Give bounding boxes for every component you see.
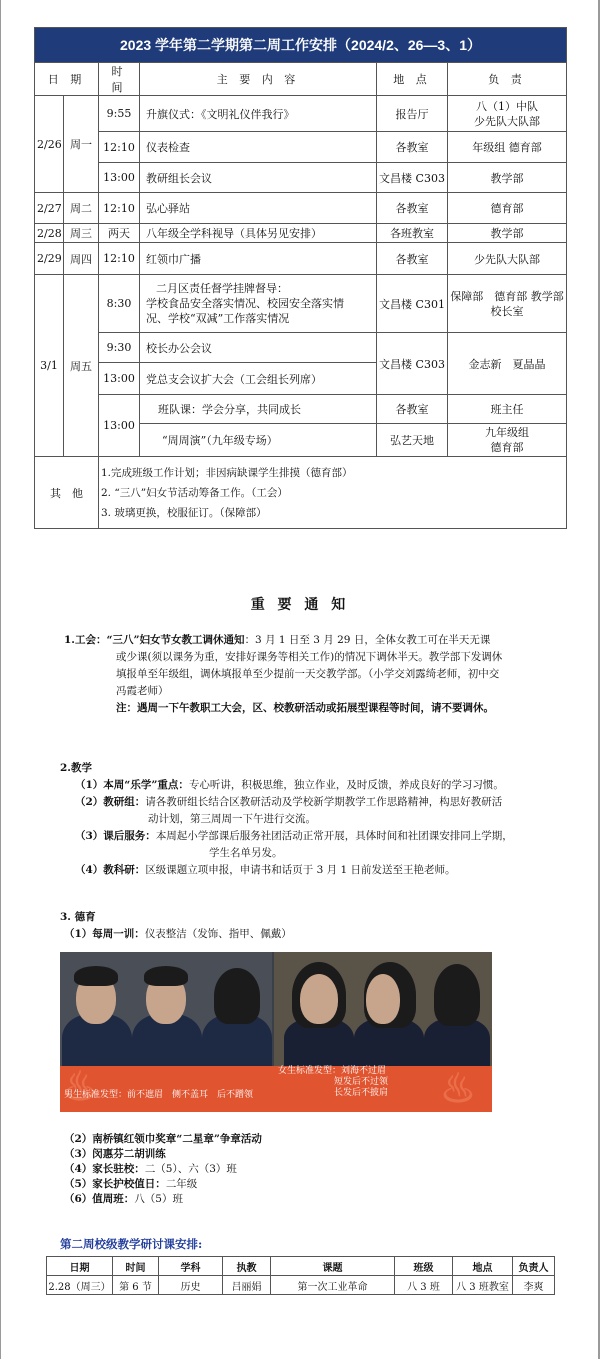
lesson-header: 日期 [47, 1257, 113, 1276]
header-date: 日 期 [35, 63, 99, 96]
header-time: 时 间 [99, 63, 140, 96]
lesson-header: 地点 [453, 1257, 513, 1276]
lesson-cell: 八 3 班 [395, 1276, 453, 1295]
union-notice [64, 632, 544, 717]
content-cell: 红领巾广播 [140, 243, 377, 275]
hairstyle-photo [60, 952, 492, 1112]
time-cell: 13:00 [99, 363, 140, 395]
date-cell: 3/1 [35, 275, 64, 457]
moral-item-text: 二年级 [165, 1178, 198, 1190]
lesson-cell: 2.28（周三） [47, 1276, 113, 1295]
moral-item-label: （6）值周班： [64, 1193, 135, 1205]
content-cell: 校长办公会议 [140, 333, 377, 363]
responsible-line: 九年级组 [485, 426, 529, 439]
moral-item: （2）南桥镇红领巾奖章“二星章”争章活动 [64, 1133, 262, 1145]
moral-item: （3）闵惠芬二胡训练 [64, 1148, 166, 1160]
union-text: ：3 月 1 日至 3 月 29 日，全体女教工可在半天无课 [244, 634, 491, 646]
time-cell: 两天 [99, 224, 140, 243]
responsible-line: 保障部 德育部 教学部 [450, 289, 564, 303]
responsible-cell: 德育部 [448, 193, 567, 224]
teaching-item-label: （1）本周“乐学”重点： [75, 779, 189, 791]
boy-caption: 男生标准发型：前不遮眉 侧不盖耳 后不蹭领 [64, 1089, 254, 1099]
teaching-item-text: 本周起小学部课后服务社团活动正常开展，具体时间和社团课安排同上学期， [155, 830, 513, 842]
date-cell: 2/26 [35, 96, 64, 193]
teaching-item-label: （3）课后服务： [75, 830, 156, 842]
moral-item-text: 二（5）、六（3）班 [144, 1163, 237, 1175]
union-line: 冯霞老师） [116, 685, 169, 697]
content-line: 况、学校“双减”工作落实情况 [146, 312, 290, 325]
date-cell: 2/27 [35, 193, 64, 224]
header-place: 地 点 [377, 63, 448, 96]
responsible-cell [448, 96, 567, 132]
moral-item-text: 八（5）班 [134, 1193, 183, 1205]
lesson-header: 课题 [271, 1257, 395, 1276]
responsible-cell: 金志新 夏晶晶 [448, 333, 567, 395]
moral-list [60, 1132, 550, 1207]
girl-hairstyle-panel [274, 952, 492, 1066]
boy-hairstyle-panel [60, 952, 272, 1066]
responsible-line: 八（1）中队 [476, 99, 538, 113]
union-line: 填报单至年级组，调休填报单至少提前一天交教学部。（小学交刘露绮老师，初中交 [116, 668, 500, 680]
schedule-title: 2023 学年第二学期第二周工作安排（2024/2、26—3、1） [35, 28, 567, 63]
content-cell [140, 275, 377, 333]
others-item: 2. “三八”妇女节活动筹备工作。（工会） [101, 486, 288, 499]
place-cell: 弘艺天地 [377, 424, 448, 457]
lesson-cell: 八 3 班教室 [453, 1276, 513, 1295]
lesson-cell: 吕丽娟 [223, 1276, 271, 1295]
lesson-table [46, 1256, 555, 1295]
girl-caption-line: 女生标准发型：刘海不过眉 [278, 1065, 387, 1075]
others-item: 1.完成班级工作计划；非因病缺课学生排摸（德育部） [101, 466, 353, 479]
moral-item-label: （5）家长护校值日： [64, 1178, 166, 1190]
others-cell [99, 457, 567, 529]
place-cell: 各教室 [377, 243, 448, 275]
time-cell: 12:10 [99, 243, 140, 275]
time-cell: 12:10 [99, 132, 140, 163]
weekday-cell: 周一 [64, 96, 99, 193]
place-cell: 各教室 [377, 193, 448, 224]
time-cell: 13:00 [99, 395, 140, 457]
content-cell: “周周演”（九年级专场） [140, 424, 377, 457]
weekday-cell: 周五 [64, 275, 99, 457]
moral-item-text: 仪表整洁（发饰、指甲、佩戴） [144, 928, 292, 940]
header-content: 主 要 内 容 [140, 63, 377, 96]
teaching-item-text: 请各教研组长结合区教研活动及学校新学期教学工作思路精神，构思好教研活 [145, 796, 503, 808]
responsible-cell: 班主任 [448, 395, 567, 424]
lesson-header: 负责人 [513, 1257, 555, 1276]
teaching-item-text: 动计划，第三周周一下午进行交流。 [148, 813, 316, 825]
content-line: 二月区责任督学挂牌督导： [156, 282, 288, 295]
lesson-header: 班级 [395, 1257, 453, 1276]
notice-title: 重 要 通 知 [250, 597, 350, 613]
others-item: 3. 玻璃更换，校服征订。（保障部） [101, 506, 267, 519]
teaching-item-label: （4）教科研： [75, 864, 146, 876]
weekday-cell: 周四 [64, 243, 99, 275]
weekly-schedule-table [34, 27, 567, 529]
place-cell: 文昌楼 C303 [377, 333, 448, 395]
responsible-cell: 教学部 [448, 224, 567, 243]
responsible-cell: 少先队大队部 [448, 243, 567, 275]
lesson-header: 学科 [159, 1257, 223, 1276]
content-line: 学校食品安全落实情况、校园安全落实情 [146, 297, 344, 310]
union-note: 注：遇周一下午教职工大会，区、校教研活动或拓展型课程等时间，请不要调休。 [116, 702, 494, 714]
content-cell: 班队课：学会分享，共同成长 [140, 395, 377, 424]
content-cell: 升旗仪式：《文明礼仪伴我行》 [140, 96, 377, 132]
date-cell: 2/28 [35, 224, 64, 243]
time-cell: 9:55 [99, 96, 140, 132]
place-cell: 各教室 [377, 132, 448, 163]
responsible-line: 校长室 [490, 304, 524, 318]
responsible-line: 少先队大队部 [474, 114, 540, 128]
union-bold: “三八”妇女节女教工调休通知 [106, 634, 245, 646]
teaching-item-text: 区级课题立项申报，申请书和话页于 3 月 1 日前发送至王艳老师。 [145, 864, 456, 876]
moral-notice [60, 909, 550, 943]
lesson-cell: 第 6 节 [113, 1276, 159, 1295]
place-cell: 各教室 [377, 395, 448, 424]
lesson-schedule-title: 第二周校级教学研讨课安排: [60, 1237, 203, 1251]
responsible-line: 德育部 [490, 441, 524, 454]
place-cell: 各班教室 [377, 224, 448, 243]
place-cell: 文昌楼 C303 [377, 163, 448, 193]
lesson-cell: 李爽 [513, 1276, 555, 1295]
responsible-cell [448, 424, 567, 457]
time-cell: 12:10 [99, 193, 140, 224]
teaching-heading: 2.教学 [60, 762, 92, 774]
page-left-border [0, 0, 1, 1359]
content-cell: 弘心驿站 [140, 193, 377, 224]
responsible-cell: 教学部 [448, 163, 567, 193]
union-heading: 1.工会： [64, 634, 107, 646]
time-cell: 13:00 [99, 163, 140, 193]
moral-item-label: （4）家长驻校： [64, 1163, 145, 1175]
lesson-cell: 历史 [159, 1276, 223, 1295]
girl-caption [278, 1065, 388, 1098]
time-cell: 8:30 [99, 275, 140, 333]
responsible-cell: 年级组 德育部 [448, 132, 567, 163]
place-cell: 报告厅 [377, 96, 448, 132]
others-label: 其 他 [35, 457, 99, 529]
decorative-glyph: ♨ [440, 1065, 476, 1112]
date-cell: 2/29 [35, 243, 64, 275]
lesson-header: 执教 [223, 1257, 271, 1276]
lesson-header: 时间 [113, 1257, 159, 1276]
girl-caption-line: 长发后不披肩 [334, 1087, 389, 1097]
content-cell: 仪表检查 [140, 132, 377, 163]
header-responsible: 负 责 [448, 63, 567, 96]
moral-item-label: （1）每周一训： [64, 928, 145, 940]
teaching-item-label: （2）教研组： [75, 796, 146, 808]
teaching-item-text: 学生名单另发。 [209, 847, 283, 859]
weekday-cell: 周二 [64, 193, 99, 224]
girl-caption-line: 短发后不过领 [334, 1076, 389, 1086]
teaching-item-text: 专心听讲，积极思维，独立作业，及时反馈，养成良好的学习习惯。 [188, 779, 504, 791]
moral-heading: 3. 德育 [60, 911, 96, 923]
responsible-cell [448, 275, 567, 333]
content-cell: 党总支会议扩大会（工会组长列席） [140, 363, 377, 395]
place-cell: 文昌楼 C301 [377, 275, 448, 333]
table-row [47, 1276, 555, 1295]
decorative-glyph: ♨ [62, 1063, 98, 1110]
lesson-cell: 第一次工业革命 [271, 1276, 395, 1295]
union-line: 或少课(须以课务为重，安排好课务等相关工作)的情况下调休半天。教学部下发调休 [116, 651, 503, 663]
content-cell: 八年级全学科视导（具体另见安排） [140, 224, 377, 243]
weekday-cell: 周三 [64, 224, 99, 243]
time-cell: 9:30 [99, 333, 140, 363]
teaching-notice [60, 760, 550, 879]
content-cell: 教研组长会议 [140, 163, 377, 193]
